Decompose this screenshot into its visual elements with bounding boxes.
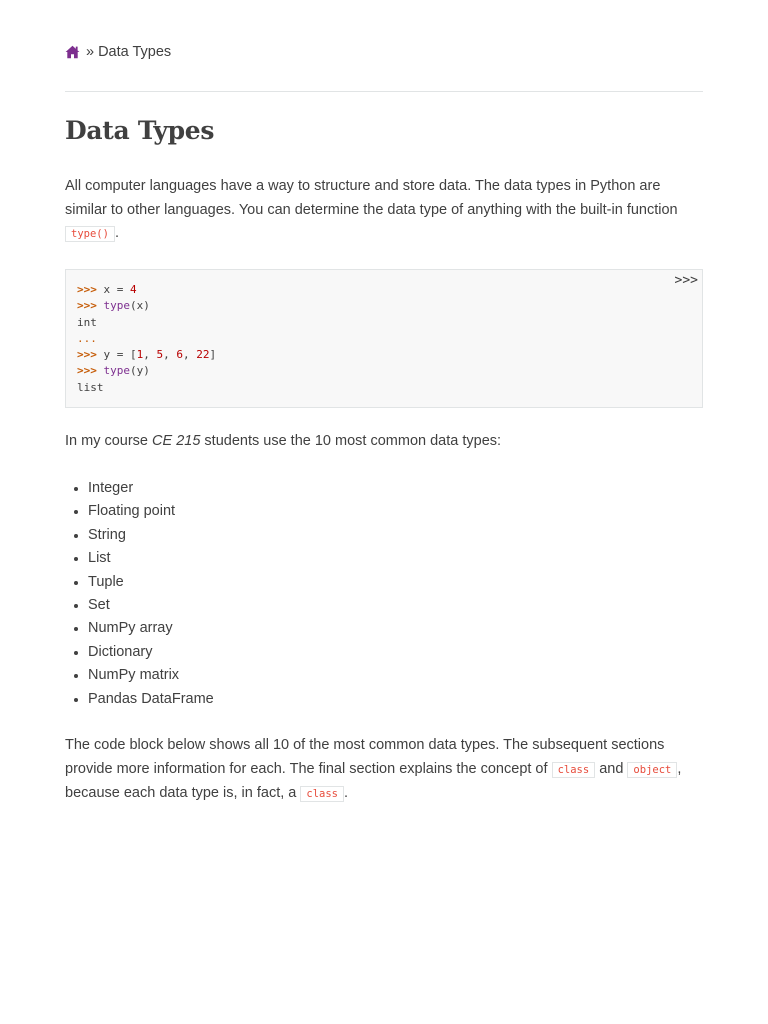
code-token: (y) bbox=[130, 364, 150, 378]
code-token: ... bbox=[77, 331, 97, 345]
course-paragraph bbox=[65, 430, 705, 454]
code-token: >>> bbox=[77, 364, 97, 378]
code-token: 1 bbox=[136, 348, 144, 362]
inline-code-class: class bbox=[552, 762, 596, 778]
code-token: type bbox=[103, 299, 130, 313]
code-token: >>> bbox=[77, 299, 97, 313]
code-token: 22 bbox=[196, 348, 210, 362]
code-token: list bbox=[77, 380, 104, 394]
code-token: >>> bbox=[77, 348, 97, 362]
copy-prompt-toggle-button[interactable]: >>> bbox=[674, 273, 698, 288]
code-block bbox=[65, 269, 703, 408]
breadcrumb-current: Data Types bbox=[98, 44, 172, 60]
breadcrumb-separator: » bbox=[86, 44, 95, 60]
inline-code-class-2: class bbox=[300, 786, 344, 802]
breadcrumb-divider bbox=[65, 91, 703, 92]
code-block-text bbox=[77, 282, 216, 396]
breadcrumb bbox=[65, 44, 171, 60]
code-token: , bbox=[143, 348, 157, 362]
code-token: int bbox=[77, 315, 97, 329]
course-text-after: students use the 10 most common data types: bbox=[200, 433, 502, 449]
list-item: List bbox=[88, 547, 214, 570]
page-title: Data Types bbox=[65, 116, 215, 145]
intro-paragraph bbox=[65, 175, 705, 247]
list-item: Integer bbox=[88, 477, 214, 500]
closing-text-2: and bbox=[595, 760, 628, 777]
list-item: Pandas DataFrame bbox=[88, 688, 214, 711]
code-line bbox=[77, 363, 216, 379]
list-item: String bbox=[88, 524, 214, 547]
list-item: Floating point bbox=[88, 500, 214, 523]
closing-paragraph bbox=[65, 734, 705, 807]
inline-code-object: object bbox=[627, 762, 677, 778]
code-token: x = bbox=[96, 283, 130, 296]
intro-text: All computer languages have a way to structure and store data. The data types in Python are similar to other languages. You can determine the data type of anything with the built-in function bbox=[65, 178, 678, 218]
closing-text-3: , because each data type is, in fact, a bbox=[65, 760, 682, 801]
list-item: Set bbox=[88, 594, 214, 617]
list-item: NumPy array bbox=[88, 617, 214, 640]
code-token: 6 bbox=[176, 348, 183, 362]
code-token: type bbox=[103, 364, 130, 378]
course-text-before: In my course bbox=[65, 433, 153, 449]
list-item: Dictionary bbox=[88, 641, 214, 664]
code-token: y = [ bbox=[96, 348, 137, 362]
code-line bbox=[77, 380, 216, 396]
code-token bbox=[97, 299, 104, 312]
closing-text-4: . bbox=[343, 785, 349, 801]
code-token: 4 bbox=[130, 283, 137, 296]
home-icon[interactable] bbox=[65, 45, 80, 59]
list-item: Tuple bbox=[88, 571, 214, 594]
data-types-list bbox=[65, 477, 214, 711]
code-line bbox=[77, 347, 216, 363]
course-name: CE 215 bbox=[152, 433, 201, 449]
list-item: NumPy matrix bbox=[88, 664, 214, 687]
code-line bbox=[77, 298, 216, 314]
intro-end: . bbox=[114, 225, 119, 241]
code-token: ] bbox=[209, 348, 217, 362]
code-token: (x) bbox=[130, 299, 150, 313]
code-token: , bbox=[183, 348, 197, 362]
code-token: >>> bbox=[77, 283, 97, 296]
closing-text-1: The code block below shows all 10 of the most common data types. The subsequent sections provide more information for each. The final section explains the concept of bbox=[65, 737, 665, 777]
code-token bbox=[97, 364, 104, 377]
code-line bbox=[77, 315, 216, 331]
code-token: , bbox=[163, 348, 177, 362]
code-line bbox=[77, 282, 216, 298]
inline-code-type: type() bbox=[65, 226, 115, 242]
code-token: 5 bbox=[156, 348, 164, 362]
code-line bbox=[77, 331, 216, 347]
